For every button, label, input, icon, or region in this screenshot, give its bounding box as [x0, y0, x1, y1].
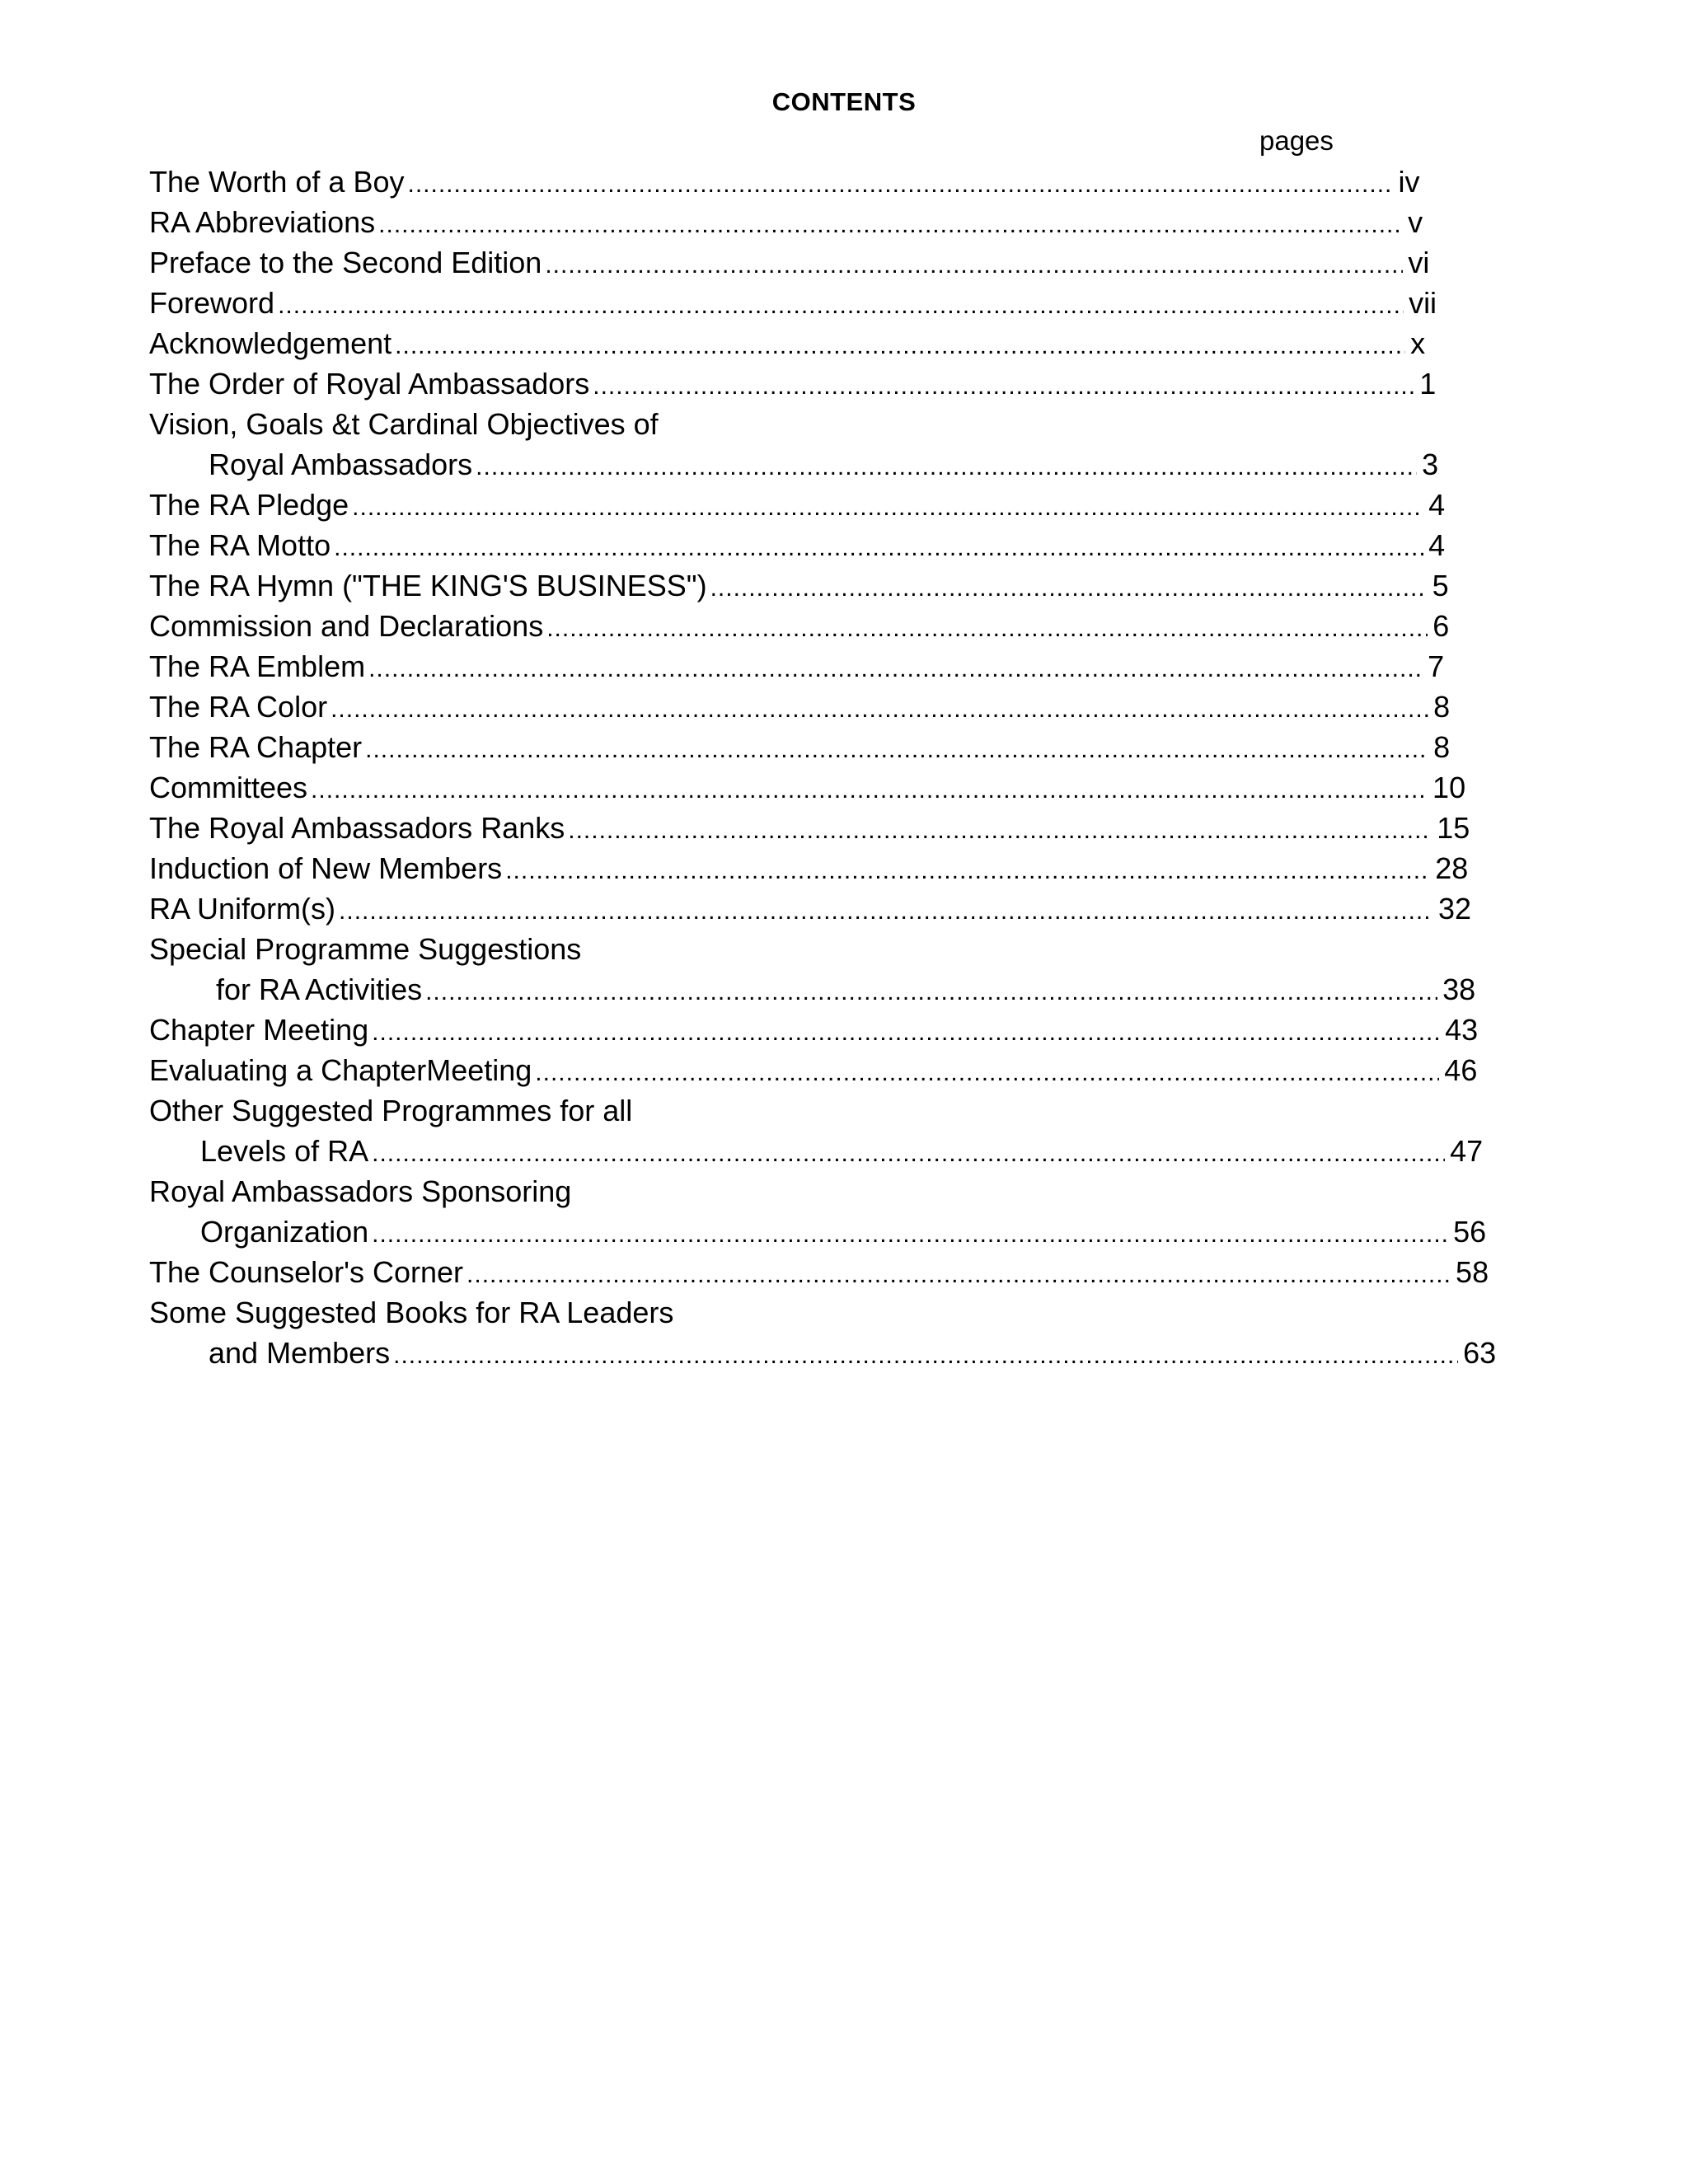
dot-leader [476, 447, 1417, 487]
toc-entry [149, 525, 1517, 565]
toc-entry-title: The RA Chapter [149, 730, 363, 764]
dot-leader [331, 689, 1428, 729]
toc-page-number: 5 [1432, 569, 1449, 602]
toc-page-number: 63 [1463, 1336, 1497, 1370]
toc-page-number: 7 [1428, 649, 1445, 683]
toc-entry [149, 606, 1517, 646]
toc-page-number: 8 [1433, 690, 1451, 724]
dot-leader [395, 326, 1405, 366]
toc-page-number: 4 [1428, 488, 1446, 522]
dot-leader [352, 487, 1423, 527]
toc-entry-title: The Order of Royal Ambassadors [149, 367, 590, 401]
page-title: CONTENTS [771, 87, 917, 116]
toc-entry [149, 1010, 1517, 1050]
toc-entry [149, 363, 1517, 404]
dot-leader [378, 204, 1403, 245]
dot-leader [568, 810, 1432, 851]
toc-entry [149, 283, 1517, 323]
toc-entry-title: Vision, Goals &t Cardinal Objectives of [149, 407, 659, 441]
toc-entry-title: Induction of New Members [149, 851, 503, 885]
toc-entry [149, 727, 1517, 767]
toc-entry-title: The Counselor's Corner [149, 1255, 464, 1289]
toc-page-number: 58 [1456, 1255, 1489, 1289]
toc-entry-title: Levels of RA [200, 1134, 369, 1168]
toc-page-number: 8 [1433, 730, 1451, 764]
dot-leader [505, 851, 1430, 891]
toc-page-number: iv [1398, 165, 1420, 199]
dot-leader [546, 608, 1428, 649]
dot-leader [365, 729, 1428, 770]
toc-entry-title: Other Suggested Programmes for all [149, 1094, 633, 1127]
toc-entry [149, 404, 1517, 485]
toc-entry [149, 1050, 1517, 1090]
toc-entry [149, 485, 1517, 525]
toc-page-number: 15 [1437, 811, 1470, 845]
toc-page-number: 47 [1450, 1134, 1484, 1168]
toc-page-number: vii [1409, 286, 1437, 320]
toc-entry [149, 565, 1517, 606]
toc-page-number: 38 [1442, 972, 1476, 1006]
toc-page-number: 46 [1444, 1053, 1478, 1087]
toc-entry [149, 687, 1517, 727]
toc-entry [149, 1252, 1517, 1292]
toc-entry-title: The Royal Ambassadors Ranks [149, 811, 565, 845]
toc-page-number: 10 [1432, 771, 1466, 804]
toc-entry-title: Royal Ambassadors [209, 448, 473, 481]
toc-entry-title: The RA Emblem [149, 649, 366, 683]
dot-leader [407, 164, 1393, 204]
toc-entry-title: Organization [200, 1215, 369, 1249]
dot-leader [372, 1012, 1440, 1052]
toc-entry [149, 323, 1517, 363]
toc-entry [149, 646, 1517, 687]
dot-leader [334, 527, 1423, 568]
toc-entry [149, 929, 1517, 1010]
dot-leader [372, 1214, 1448, 1254]
toc-page-number: 3 [1422, 448, 1439, 481]
toc-entry [149, 767, 1517, 808]
toc-page-number: 6 [1432, 609, 1450, 643]
toc-entry-title: Committees [149, 771, 308, 804]
dot-leader [545, 245, 1403, 285]
toc-entry-title: for RA Activities [216, 972, 423, 1006]
toc-entry-title: Chapter Meeting [149, 1013, 369, 1047]
toc-entry [149, 888, 1517, 929]
toc-page-number: v [1408, 205, 1423, 239]
toc-entry [149, 242, 1517, 283]
toc-page-number: x [1410, 326, 1426, 360]
toc-entry-title: Some Suggested Books for RA Leaders [149, 1296, 674, 1329]
toc-entry [149, 808, 1517, 848]
dot-leader [393, 1335, 1458, 1376]
toc-entry-title: The Worth of a Boy [149, 165, 405, 199]
toc-page-number: 43 [1445, 1013, 1479, 1047]
dot-leader [339, 891, 1433, 931]
toc-entry-title: Evaluating a ChapterMeeting [149, 1053, 532, 1087]
toc-entry-title: The RA Hymn ("THE KING'S BUSINESS") [149, 569, 707, 602]
toc-entry [149, 162, 1517, 202]
dot-leader [710, 568, 1428, 608]
toc-entry [149, 1090, 1517, 1171]
toc-page-number: 32 [1438, 892, 1472, 926]
toc-entry-title: The RA Motto [149, 528, 331, 562]
toc-entry-title: Acknowledgement [149, 326, 392, 360]
pages-column-label: pages [1259, 125, 1334, 156]
toc-entry [149, 848, 1517, 888]
toc-entry-title: RA Abbreviations [149, 205, 376, 239]
dot-leader [593, 366, 1414, 406]
dot-leader [372, 1133, 1445, 1174]
table-of-contents [149, 162, 1517, 1373]
toc-page-number: 1 [1419, 367, 1437, 401]
toc-entry-title: Special Programme Suggestions [149, 932, 582, 966]
dot-leader [425, 972, 1437, 1012]
toc-entry [149, 202, 1517, 242]
dot-leader [467, 1254, 1451, 1295]
dot-leader [368, 649, 1423, 689]
toc-entry-title: The RA Color [149, 690, 328, 724]
toc-entry-title: Royal Ambassadors Sponsoring [149, 1174, 572, 1208]
dot-leader [311, 770, 1428, 810]
toc-entry-title: Foreword [149, 286, 275, 320]
toc-page-number: vi [1408, 246, 1430, 279]
toc-page-number: 4 [1428, 528, 1446, 562]
toc-entry-title: The RA Pledge [149, 488, 349, 522]
toc-page-number: 28 [1435, 851, 1469, 885]
toc-entry-title: Preface to the Second Edition [149, 246, 542, 279]
dot-leader [535, 1052, 1439, 1093]
toc-entry-title: and Members [209, 1336, 391, 1370]
toc-entry [149, 1292, 1517, 1373]
toc-page-number: 56 [1453, 1215, 1487, 1249]
toc-entry-title: Commission and Declarations [149, 609, 544, 643]
toc-entry [149, 1171, 1517, 1252]
toc-entry-title: RA Uniform(s) [149, 892, 336, 926]
dot-leader [278, 285, 1404, 326]
